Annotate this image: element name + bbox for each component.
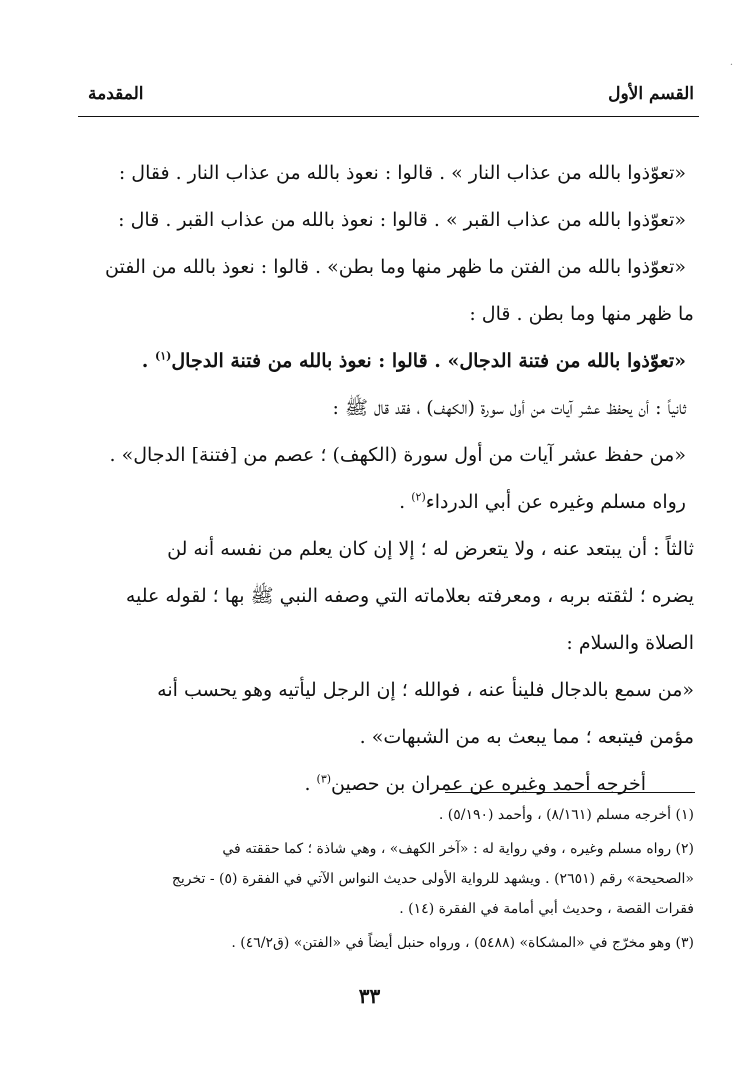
line-end: .	[141, 350, 156, 372]
header-chapter: المقدمة	[88, 84, 144, 104]
citation-text: أخرجه أحمد وغيره عن عمران بن حصين	[331, 773, 646, 795]
citation-text: رواه مسلم وغيره عن أبي الدرداء	[425, 491, 686, 513]
header-section: القسم الأول	[608, 84, 694, 104]
body-line: «من سمع بالدجال فلينأ عنه ، فوالله ؛ إن الرجل ليأتيه وهو يحسب أنه	[157, 679, 694, 701]
body-line: «من حفظ عشر آيات من أول سورة (الكهف) ؛ عصم من [فتنة] الدجال» .	[109, 444, 686, 466]
body-line: ثالثاً : أن يبتعد عنه ، ولا يتعرض له ؛ إلا إن كان يعلم من نفسه أنه لن	[167, 538, 694, 560]
footnote: (١) أخرجه مسلم (٨/١٦١) ، وأحمد (٥/١٩٠) .	[438, 807, 694, 823]
footnote: فقرات القصة ، وحديث أبي أمامة في الفقرة (١٤) .	[399, 901, 694, 917]
body-line	[72, 479, 694, 526]
line-end: .	[304, 773, 317, 795]
header-rule	[78, 116, 699, 117]
page-number: ٣٣	[358, 984, 381, 1008]
body-line	[72, 338, 694, 385]
footnote-separator	[445, 792, 695, 793]
body-line: الصلاة والسلام :	[566, 632, 694, 654]
body-line: «تعوّذوا بالله من الفتن ما ظهر منها وما بطن» . قالوا : نعوذ بالله من الفتن	[105, 256, 686, 278]
footnote-ref: (٣)	[316, 772, 332, 786]
footnotes	[72, 800, 694, 958]
footnote-ref: (١)	[155, 349, 172, 363]
body-text	[72, 150, 694, 808]
footnote: (٣) وهو مخرّج في «المشكاة» (٥٤٨٨) ، ورواه حنبل أيضاً في «الفتن» (ق٤٦/٢) .	[231, 935, 694, 951]
margin-mark: ·	[729, 60, 733, 71]
body-line: ما ظهر منها وما بطن . قال :	[469, 303, 694, 325]
hadith-text: «تعوّذوا بالله من فتنة الدجال» . قالوا : نعوذ بالله من فتنة الدجال	[171, 350, 686, 372]
body-line: مؤمن فيتبعه ؛ مما يبعث به من الشبهات» .	[359, 726, 694, 748]
body-line: «تعوّذوا بالله من عذاب النار » . قالوا : نعوذ بالله من عذاب النار . فقال :	[118, 162, 686, 184]
running-header	[88, 74, 694, 114]
line-end: .	[399, 491, 412, 513]
body-line: «تعوّذوا بالله من عذاب القبر » . قالوا : نعوذ بالله من عذاب القبر . قال :	[118, 209, 686, 231]
footnote-ref: (٢)	[411, 490, 426, 504]
body-line: ثانياً : أن يحفظ عشر آيات من أول سورة (الكهف) ، فقد قال ﷺ :	[332, 397, 686, 419]
footnote: «الصحيحة» رقم (٢٦٥١) . ويشهد للرواية الأولى حديث النواس الآتي في الفقرة (٥) - تخريج	[171, 871, 694, 887]
footnote: (٢) رواه مسلم وغيره ، وفي رواية له : «آخر الكهف» ، وهي شاذة ؛ كما حققته في	[222, 841, 694, 857]
body-line: يضره ؛ لثقته بربه ، ومعرفته بعلاماته التي وصفه النبي ﷺ بها ؛ لقوله عليه	[125, 585, 694, 607]
